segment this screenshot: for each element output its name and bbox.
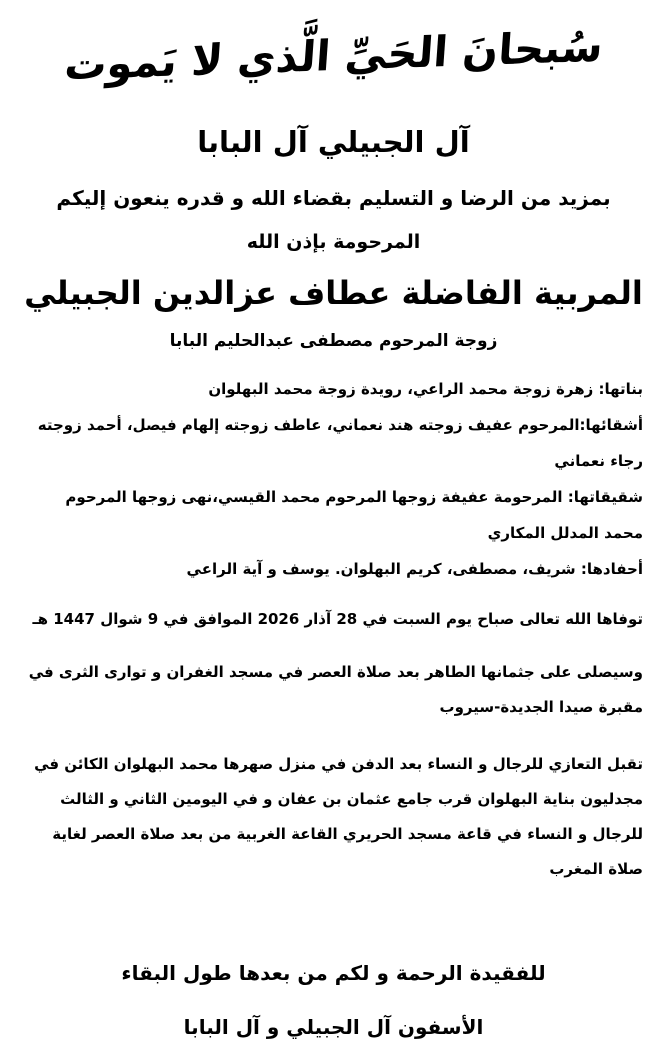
deceased-name: المربية الفاضلة عطاف عزالدين الجبيلي: [24, 274, 643, 313]
sisters-line: شقيقاتها: المرحومة عفيفة زوجها المرحوم محمد القيسي،نهى زوجها المرحوم محمد المدلل المكاري: [65, 487, 643, 542]
grandchildren-line: أحفادها: شريف، مصطفى، كريم البهلوان. يوسف و آية الراعي: [186, 559, 643, 578]
families-title: آل الجبيلي آل البابا: [197, 125, 470, 159]
condolences-line: تقبل التعازي للرجال و النساء بعد الدفن في منزل صهرها محمد البهلوان الكائن في مجدليون بناية البهلوان قرب جامع عثمان بن عفان و في اليومين الثاني و الثالث للرجال و النساء في قاعة مسجد الحريري القاعة الغربية من بعد صلاة العصر لغاية صلاة المغرب: [34, 754, 643, 878]
daughters-line: بناتها: زهرة زوجة محمد الراعي، رويدة زوجة محمد البهلوان: [208, 379, 643, 398]
announcement-line: بمزيد من الرضا و التسليم بقضاء الله و قدره ينعون إليكم: [56, 186, 611, 211]
spouse-line: زوجة المرحوم مصطفى عبدالحليم البابا: [169, 330, 498, 351]
deceased-intro-line: المرحومة بإذن الله: [246, 231, 421, 254]
grieving-families-line: الأسفون آل الجبيلي و آل البابا: [183, 1014, 484, 1039]
brothers-line: أشقائها:المرحوم عفيف زوجته هند نعماني، عاطف زوجته إلهام فيصل، أحمد زوجته رجاء نعماني: [37, 415, 643, 470]
mercy-line: للفقيدة الرحمة و لكم من بعدها طول البقاء: [121, 960, 546, 985]
funeral-prayer-line: وسيصلى على جثمانها الطاهر بعد صلاة العصر في مسجد الغفران و توارى الثرى في مقبرة صيدا الجديدة-سيروب: [28, 662, 643, 716]
family-list: [24, 371, 643, 587]
death-date-line: توفاها الله تعالى صباح يوم السبت في 28 آذار 2026 الموافق في 9 شوال 1447 هـ: [32, 609, 643, 628]
bismillah-calligraphy: سُبحانَ الحَيِّ الَّذي لا يَموت: [62, 21, 605, 90]
